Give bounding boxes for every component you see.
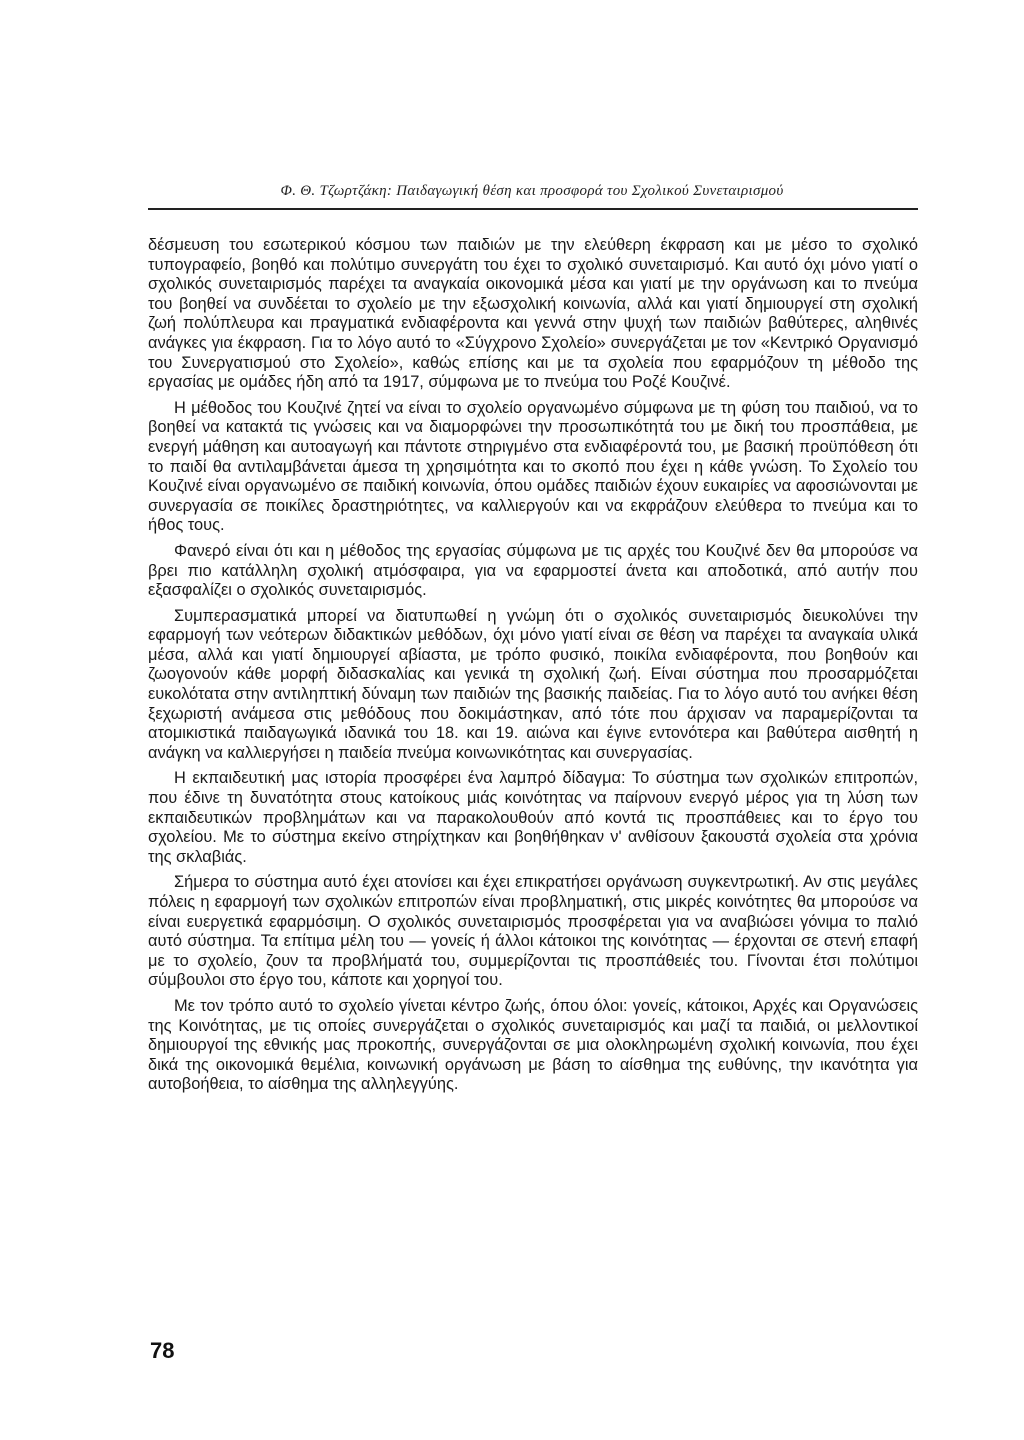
running-header: Φ. Θ. Τζωρτζάκη: Παιδαγωγική θέση και προσφορά του Σχολικού Συνεταιρισμού: [280, 183, 784, 199]
page-number: 78: [150, 1338, 175, 1363]
page-body: [148, 236, 918, 1101]
paragraph-4: Συμπερασματικά μπορεί να διατυπωθεί η γνώμη ότι ο σχολικός συνεταιρισμός διευκολύνει την εφαρμογή των νεότερων διδακτικών μεθόδων, όχι μόνο γιατί είναι σε θέση να παρέχει τα αναγκαία υλικά μέσα, αλλά και γιατί δημιουργεί αβίαστα, με τρόπο φυσικό, ποικίλα ενδιαφέροντα, που βοηθούν και ζωογονούν κάθε μορφή διδασκαλίας και γενικά τη σχολική ζωή. Είναι σύστημα που προσαρμόζεται ευκολότατα στην αντιληπτική δύναμη των παιδιών της βασικής παιδείας. Για το λόγο αυτό του ανήκει θέση ξεχωριστή ανάμεσα στις μεθόδους που δοκιμάστηκαν, από τότε που άρχισαν να παραμερίζονται τα ατομικιστικά παιδαγωγικά ιδανικά του 18. και 19. αιώνα και έγινε εντονότερα και βαθύτερα αισθητή η ανάγκη να καλλιεργήσει η παιδεία πνεύμα κοινωνικότητας και συνεργασίας.: [148, 606, 918, 762]
paragraph-1: δέσμευση του εσωτερικού κόσμου των παιδιών με την ελεύθερη έκφραση και με μέσο το σχολικό τυπογραφείο, βοηθό και πολύτιμο συνεργάτη του έχει το σχολικό συνεταιρισμό. Και αυτό όχι μόνο γιατί ο σχολικός συνεταιρισμός παρέχει τα αναγκαία οικονομικά μέσα και γιατί με την οργάνωση και το πνεύμα του βοηθεί να συνδέεται το σχολείο με την εξωσχολική κοινωνία, αλλά και γιατί δημιουργεί στη σχολική ζωή πολύπλευρα και πραγματικά ενδιαφέροντα και γεννά στην ψυχή των παιδιών βαθύτερες, αληθινές ανάγκες για έκφραση. Για το λόγο αυτό το «Σύγχρονο Σχολείο» συνεργάζεται με τον «Κεντρικό Οργανισμό του Συνεργατισμού στο Σχολείο», καθώς επίσης και με τα σχολεία που εφαρμόζουν τη μέθοδο της εργασίας με ομάδες ήδη από τα 1917, σύμφωνα με το πνεύμα του Ροζέ Κουζινέ.: [148, 236, 918, 392]
paragraph-6: Σήμερα το σύστημα αυτό έχει ατονίσει και έχει επικρατήσει οργάνωση συγκεντρωτική. Αν στις μεγάλες πόλεις η εφαρμογή των σχολικών επιτροπών είναι προβληματική, στις μικρές κοινότητες θα μπορούσε να είναι ευεργετικά εφαρμόσιμη. Ο σχολικός συνεταιρισμός προσφέρεται για να αναβιώσει γόνιμα το παλιό αυτό σύστημα. Τα επίτιμα μέλη του — γονείς ή άλλοι κάτοικοι της κοινότητας — έρχονται σε στενή επαφή με το σχολείο, ζουν τα προβλήματά του, συμμερίζονται τις προσπάθειές του. Γίνονται έτσι πολύτιμοι σύμβουλοι στο έργο του, κάποτε και χορηγοί του.: [148, 873, 918, 990]
header-rule: [148, 208, 918, 210]
paragraph-3: Φανερό είναι ότι και η μέθοδος της εργασίας σύμφωνα με τις αρχές του Κουζινέ δεν θα μπορούσε να βρει πιο κατάλληλη σχολική ατμόσφαιρα, για να εφαρμοστεί άνετα και αποδοτικά, από αυτήν που εξασφαλίζει ο σχολικός συνεταιρισμός.: [148, 541, 918, 600]
paragraph-7: Με τον τρόπο αυτό το σχολείο γίνεται κέντρο ζωής, όπου όλοι: γονείς, κάτοικοι, Αρχές και Οργανώσεις της Κοινότητας, με τις οποίες συνεργάζεται ο σχολικός συνεταιρισμός και μαζί τα παιδιά, οι μελλοντικοί δημιουργοί της εθνικής μας προκοπής, συνεργάζονται σε μια ολοκληρωμένη σχολική κοινωνία, που έχει δικά της οικονομικά θεμέλια, κοινωνική οργάνωση με βάση το αίσθημα της ευθύνης, την ικανότητα για αυτοβοήθεια, το αίσθημα της αλληλεγγύης.: [148, 996, 918, 1094]
paragraph-2: Η μέθοδος του Κουζινέ ζητεί να είναι το σχολείο οργανωμένο σύμφωνα με τη φύση του παιδιού, να το βοηθεί να κατακτά τις γνώσεις και να διαμορφώνει την προσωπικότητά του με δική του προσπάθεια, με ενεργή μάθηση και αυτοαγωγή και πάντοτε στηριγμένο στα ενδιαφέροντά του, με βασική προϋπόθεση ότι το παιδί θα αντιλαμβάνεται άμεσα τη χρησιμότητα και το σκοπό που έχει η κάθε γνώση. Το Σχολείο του Κουζινέ είναι οργανωμένο σε παιδική κοινωνία, όπου ομάδες παιδιών έχουν ευκαιρίες να αφοσιώνονται με συνεργασία σε ποικίλες δραστηριότητες, να καλλιεργούν και να εκφράζουν ελεύθερα το πνεύμα και το ήθος τους.: [148, 398, 918, 535]
paragraph-5: Η εκπαιδευτική μας ιστορία προσφέρει ένα λαμπρό δίδαγμα: Το σύστημα των σχολικών επιτροπών, που έδινε τη δυνατότητα στους κατοίκους μιάς κοινότητας να παίρνουν ενεργό μέρος για τη λύση των εκπαιδευτικών προβλημάτων και να παρακολουθούν από κοντά τις προσπάθειες και το έργο του σχολείου. Με το σύστημα εκείνο στηρίχτηκαν και βοηθήθηκαν ν' ανθίσουν ξακουστά σχολεία στα χρόνια της σκλαβιάς.: [148, 769, 918, 866]
